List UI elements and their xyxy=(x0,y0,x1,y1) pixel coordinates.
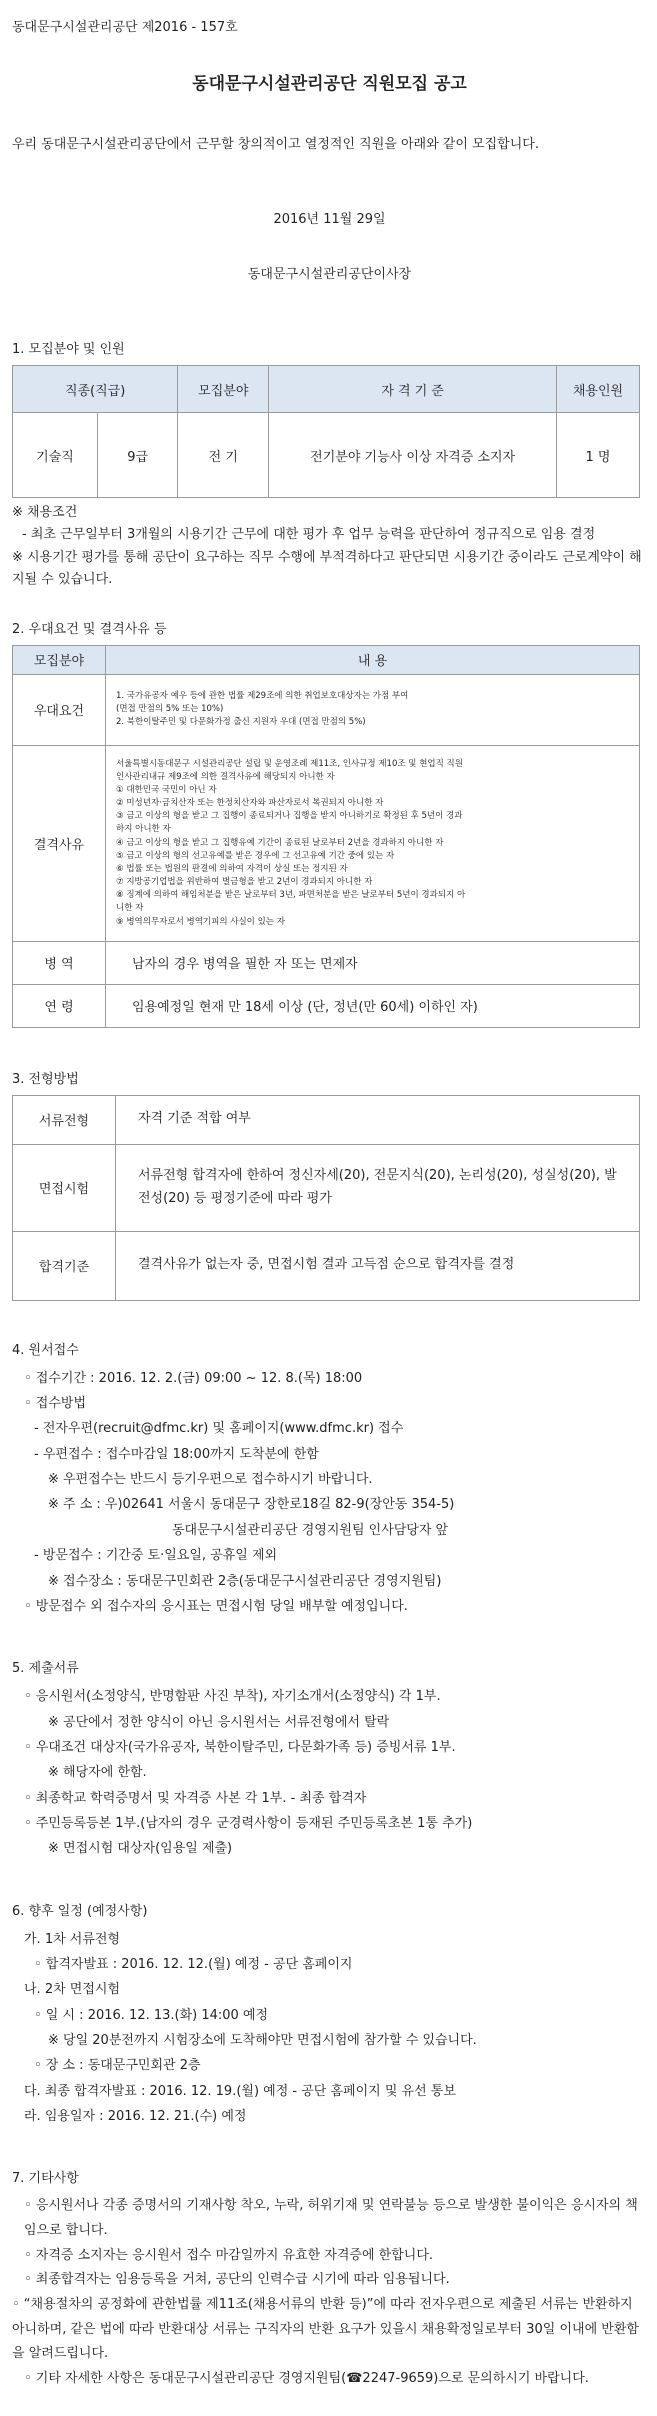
header-category: 모집분야 xyxy=(13,645,106,674)
schedule-line: ◦ 합격자발표 : 2016. 12. 12.(월) 예정 - 공단 홈페이지 xyxy=(34,1956,353,1972)
intro-text: 우리 동대문구시설관리공단에서 근무할 창의적이고 열정적인 직원을 아래와 같이 모집합니다. xyxy=(12,137,539,152)
detail-line: ※ 접수장소 : 동대문구민회관 2층(동대문구시설관리공단 경영지원팀) xyxy=(48,1573,442,1589)
header-qualification: 자 격 기 준 xyxy=(269,366,557,413)
selection-table xyxy=(12,1095,640,1301)
page-title: 동대문구시설관리공단 직원모집 공고 xyxy=(192,74,467,94)
disq-line: ③ 금고 이상의 형을 받고 그 집행이 종료되거나 집행을 받지 아니하기로 확정된 후 5년이 경과 xyxy=(116,811,463,822)
pref-label: 우대요건 xyxy=(13,674,106,745)
detail-line: ※ 주 소 : 우)02641 서울시 동대문구 장한로18길 82-9(장안동 354-5) xyxy=(48,1497,455,1513)
cell-field: 전 기 xyxy=(178,413,269,498)
cell-headcount: 1 명 xyxy=(557,413,640,498)
note-line: ※ 시용기간 평가를 통해 공단이 요구하는 직무 수행에 부적격하다고 판단되면 시용기간 중이라도 근로계약이 해지될 수 있습니다. xyxy=(12,549,642,588)
detail-line: 동대문구시설관리공단 경영지원팀 인사담당자 앞 xyxy=(172,1522,449,1538)
pref-line: 2. 북한이탈주민 및 다문화가정 출신 지원자 우대 (면접 만점의 5%) xyxy=(116,717,366,728)
military-text: 남자의 경우 병역을 필한 자 또는 면제자 xyxy=(106,941,640,984)
schedule-line: ◦ 장 소 : 동대문구민회관 2층 xyxy=(34,2058,201,2074)
detail-line: ※ 우편접수는 반드시 등기우편으로 접수하시기 바랍니다. xyxy=(48,1472,373,1488)
notice-date: 2016년 11월 29일 xyxy=(273,212,386,228)
selection-text-interview: 서류전형 합격자에 한하여 정신자세(20), 전문지식(20), 논리성(20), 성실성(20), 발전성(20) 등 평정기준에 따라 평가 xyxy=(116,1144,640,1231)
other-note: ◦ “채용절차의 공정화에 관한법률 제11조(채용서류의 반환 등)”에 따라 전자우편으로 제출된 서류는 반환하지 아니하며, 같은 법에 따라 반환대상 서류는 구직자의 반환 요구가 있을시 채용확정일로부터 30일 이내에 반환함을 알려드립니다. xyxy=(12,2297,639,2362)
selection-text-docs: 자격 기준 적합 여부 xyxy=(116,1095,640,1144)
disq-line: ⑦ 지방공기업법을 위반하여 벌금형을 받고 2년이 경과되지 아니한 자 xyxy=(116,877,373,888)
detail-line: - 전자우편(recruit@dfmc.kr) 및 홈페이지(www.dfmc.kr) 접수 xyxy=(34,1421,404,1437)
disq-line: 하지 아니한 자 xyxy=(116,824,171,835)
section-4-heading: 4. 원서접수 xyxy=(12,1342,79,1358)
selection-label-interview: 면접시험 xyxy=(13,1144,116,1231)
header-headcount: 채용인원 xyxy=(557,366,640,413)
pref-line: (면접 만점의 5% 또는 10%) xyxy=(116,703,224,714)
employment-notes xyxy=(12,502,647,591)
other-note: ◦ 응시원서나 각종 증명서의 기재사항 착오, 누락, 허위기재 및 연락불능 등으로 발생한 불이익은 응시자의 책임으로 합니다. xyxy=(24,2198,638,2239)
other-note: ◦ 자격증 소지자는 응시원서 접수 마감일까지 유효한 자격증에 한합니다. xyxy=(24,2247,434,2263)
schedule-line: 나. 2차 면접시험 xyxy=(24,1982,121,1998)
document-line: ◦ 우대조건 대상자(국가유공자, 북한이탈주민, 다문화가족 등) 증빙서류 1부. xyxy=(24,1739,456,1755)
schedule-line: 다. 최종 합격자발표 : 2016. 12. 19.(월) 예정 - 공단 홈페이지 및 유선 통보 xyxy=(24,2083,456,2099)
recruitment-table xyxy=(12,365,640,498)
section-5-heading: 5. 제출서류 xyxy=(12,1661,79,1677)
disq-line: ⑨ 병역의무자로서 병역기피의 사실이 있는 자 xyxy=(116,916,285,927)
disq-label: 결격사유 xyxy=(13,745,106,941)
selection-label-docs: 서류전형 xyxy=(13,1095,116,1144)
detail-line: ◦ 접수기간 : 2016. 12. 2.(금) 09:00 ~ 12. 8.(목) 18:00 xyxy=(24,1370,363,1386)
disq-line: ④ 금고 이상의 형을 받고 그 집행유예 기간이 종료된 날로부터 2년을 경과하지 아니한 자 xyxy=(116,837,444,848)
document-line: ◦ 응시원서(소정양식, 반명함판 사진 부착), 자기소개서(소정양식) 각 1부. xyxy=(24,1689,441,1705)
selection-text-pass: 결격사유가 없는자 중, 면접시험 결과 고득점 순으로 합격자를 결정 xyxy=(116,1231,640,1300)
disq-line: ① 대한민국 국민이 아닌 자 xyxy=(116,784,217,795)
section-6-heading: 6. 향후 일정 (예정사항) xyxy=(12,1903,148,1919)
application-details xyxy=(12,1366,647,1619)
disq-line: 서울특별시동대문구 시설관리공단 설립 및 운영조례 제11조, 인사규정 제10조 및 현업직 직원 xyxy=(116,758,463,769)
cell-job: 기술직 xyxy=(13,413,98,498)
disq-line: ② 미성년자·금치산자 또는 한정치산자와 파산자로서 복권되지 아니한 자 xyxy=(116,798,384,809)
other-note: ◦ 최종합격자는 임용등록을 거쳐, 공단의 인력수급 시기에 따라 임용됩니다. xyxy=(24,2272,450,2288)
schedule-line: 라. 임용일자 : 2016. 12. 21.(수) 예정 xyxy=(24,2109,247,2125)
document-line: ◦ 주민등록등본 1부.(남자의 경우 군경력사항이 등재된 주민등록초본 1통 추가) xyxy=(24,1815,473,1831)
documents-list xyxy=(12,1684,647,1861)
military-label: 병 역 xyxy=(13,941,106,984)
disq-content xyxy=(106,745,640,941)
other-note: ◦ 기타 자세한 사항은 동대문구시설관리공단 경영지원팀(☎2247-9659)으로 문의하시기 바랍니다. xyxy=(24,2371,589,2387)
issuer: 동대문구시설관리공단이사장 xyxy=(247,267,412,283)
disq-line: 인사관리내규 제9조에 의한 결격사유에 해당되지 아니한 자 xyxy=(116,771,335,782)
disq-line: ⑧ 징계에 의하여 해임처분을 받은 날로부터 3년, 파면처분을 받은 날로부터 5년이 경과되지 아 xyxy=(116,890,466,901)
detail-line: - 방문접수 : 기간중 토·일요일, 공휴일 제외 xyxy=(34,1548,278,1564)
document-line: ※ 공단에서 정한 양식이 아닌 응시원서는 서류전형에서 탈락 xyxy=(48,1714,390,1730)
header-job-grade: 직종(직급) xyxy=(13,366,178,413)
disq-line: ⑥ 법률 또는 법원의 판결에 의하여 자격이 상실 또는 정지된 자 xyxy=(116,863,348,874)
age-label: 연 령 xyxy=(13,984,106,1027)
pref-line: 1. 국가유공자 예우 등에 관한 법률 제29조에 의한 취업보호대상자는 가점 부여 xyxy=(116,690,409,701)
schedule-list xyxy=(12,1927,647,2130)
schedule-line: ※ 당일 20분전까지 시험장소에 도착해야만 면접시험에 참가할 수 있습니다. xyxy=(48,2032,477,2048)
other-notes xyxy=(12,2194,647,2392)
disq-line: 니한 자 xyxy=(116,903,144,914)
document-number: 동대문구시설관리공단 제2016 - 157호 xyxy=(12,20,238,35)
age-text: 임용예정일 현재 만 18세 이상 (단, 정년(만 60세) 이하인 자) xyxy=(106,984,640,1027)
document-line: ※ 면접시험 대상자(임용일 제출) xyxy=(48,1841,233,1857)
cell-qualification: 전기분야 기능사 이상 자격증 소지자 xyxy=(269,413,557,498)
document-line: ※ 해당자에 한함. xyxy=(48,1765,147,1781)
document-line: ◦ 최종학교 학력증명서 및 자격증 사본 각 1부. - 최종 합격자 xyxy=(24,1790,367,1806)
detail-line: ◦ 방문접수 외 접수자의 응시표는 면접시험 당일 배부할 예정입니다. xyxy=(24,1598,408,1614)
section-3-heading: 3. 전형방법 xyxy=(12,1071,79,1087)
detail-line: - 우편접수 : 접수마감일 18:00까지 도착분에 한함 xyxy=(34,1446,319,1462)
section-1-heading: 1. 모집분야 및 인원 xyxy=(12,342,125,358)
preference-table xyxy=(12,645,640,1028)
cell-grade: 9급 xyxy=(98,413,178,498)
schedule-line: ◦ 일 시 : 2016. 12. 13.(화) 14:00 예정 xyxy=(34,2007,269,2023)
section-2-heading: 2. 우대요건 및 결격사유 등 xyxy=(12,621,167,637)
detail-line: ◦ 접수방법 xyxy=(24,1396,87,1412)
header-field: 모집분야 xyxy=(178,366,269,413)
disq-line: ⑤ 금고 이상의 형의 선고유예를 받은 경우에 그 선고유예 기간 중에 있는 자 xyxy=(116,850,395,861)
note-line: - 최초 근무일부터 3개월의 시용기간 근무에 대한 평가 후 업무 능력을 판단하여 정규직으로 임용 결정 xyxy=(22,527,596,543)
pref-content xyxy=(106,674,640,745)
note-line: ※ 채용조건 xyxy=(12,505,78,521)
schedule-line: 가. 1차 서류전형 xyxy=(24,1931,121,1947)
selection-label-pass: 합격기준 xyxy=(13,1231,116,1300)
section-7-heading: 7. 기타사항 xyxy=(12,2171,79,2187)
header-content: 내 용 xyxy=(106,645,640,674)
